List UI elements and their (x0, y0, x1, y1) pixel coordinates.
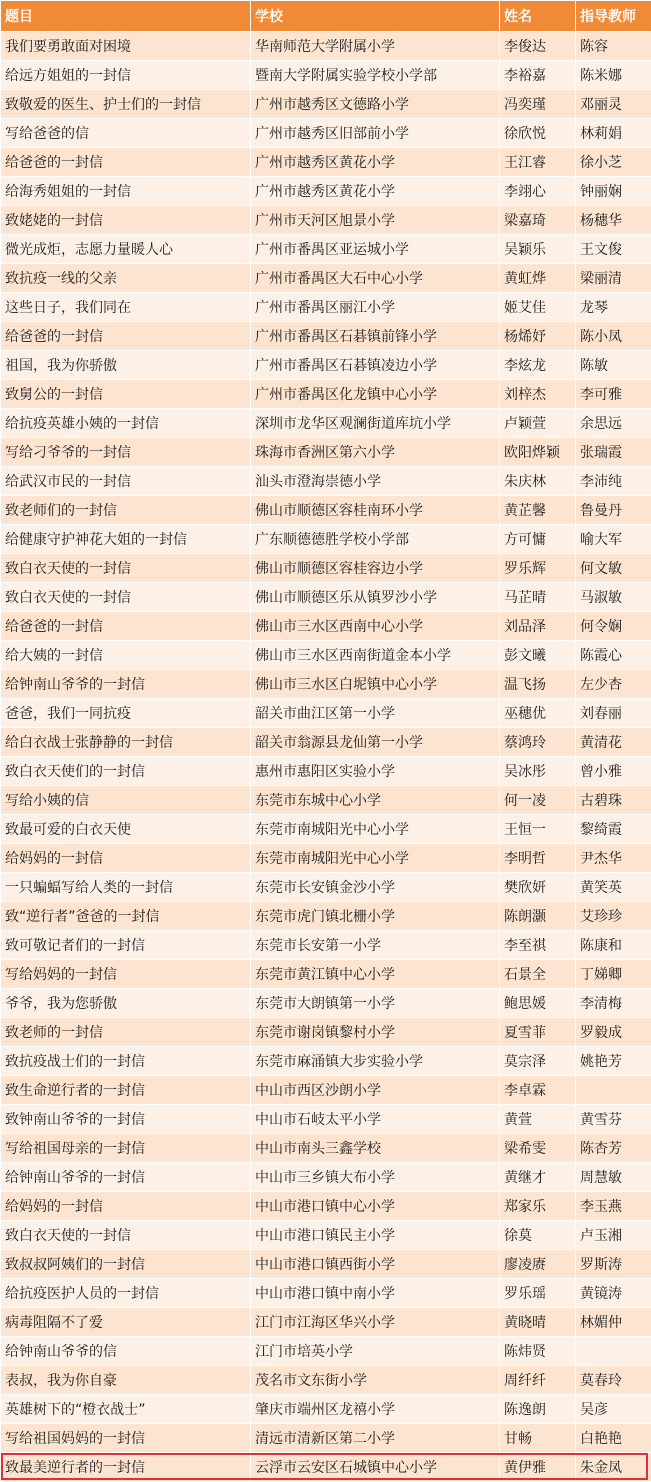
table-row (1, 815, 651, 844)
cell-title: 给妈妈的一封信 (1, 1192, 251, 1221)
cell-title: 一只蝙蝠写给人类的一封信 (1, 873, 251, 902)
cell-school: 广州市越秀区黄花小学 (251, 148, 500, 177)
cell-name: 刘品泽 (500, 612, 576, 641)
cell-school: 东莞市南城阳光中心小学 (251, 815, 500, 844)
cell-school: 肇庆市端州区龙禧小学 (251, 1395, 500, 1424)
cell-title: 致老师们的一封信 (1, 496, 251, 525)
table-row (1, 554, 651, 583)
table-row (1, 525, 651, 554)
cell-name: 梁希雯 (500, 1134, 576, 1163)
table-row (1, 1047, 651, 1076)
cell-name: 徐莫 (500, 1221, 576, 1250)
cell-name: 黄虹烨 (500, 264, 576, 293)
cell-title: 致可敬记者们的一封信 (1, 931, 251, 960)
cell-name: 吴颖乐 (500, 235, 576, 264)
cell-teacher: 余思远 (576, 409, 651, 438)
table-row (1, 1453, 651, 1482)
cell-school: 惠州市惠阳区实验小学 (251, 757, 500, 786)
cell-name: 马芷晴 (500, 583, 576, 612)
cell-school: 江门市江海区华兴小学 (251, 1308, 500, 1337)
cell-name: 李翊心 (500, 177, 576, 206)
cell-title: 给钟南山爷爷的一封信 (1, 670, 251, 699)
cell-teacher: 陈敏 (576, 351, 651, 380)
cell-teacher: 陈康和 (576, 931, 651, 960)
header-teacher: 指导教师 (576, 1, 651, 32)
cell-title: 给妈妈的一封信 (1, 844, 251, 873)
cell-name: 李俊达 (500, 32, 576, 61)
table-row (1, 641, 651, 670)
table-row (1, 1424, 651, 1453)
cell-teacher: 王文俊 (576, 235, 651, 264)
cell-title: 致白衣天使的一封信 (1, 583, 251, 612)
cell-school: 佛山市顺德区容桂南环小学 (251, 496, 500, 525)
cell-title: 给武汉市民的一封信 (1, 467, 251, 496)
table-row (1, 902, 651, 931)
cell-school: 深圳市龙华区观澜街道库坑小学 (251, 409, 500, 438)
cell-teacher: 杨穗华 (576, 206, 651, 235)
cell-name: 李至祺 (500, 931, 576, 960)
table-row (1, 409, 651, 438)
cell-title: 这些日子，我们同在 (1, 293, 251, 322)
cell-name: 黄芷馨 (500, 496, 576, 525)
cell-title: 给海秀姐姐的一封信 (1, 177, 251, 206)
table-row (1, 1308, 651, 1337)
cell-teacher: 林莉娟 (576, 119, 651, 148)
cell-name: 夏雪菲 (500, 1018, 576, 1047)
cell-school: 云浮市云安区石城镇中心小学 (251, 1453, 500, 1482)
cell-name: 梁嘉琦 (500, 206, 576, 235)
cell-title: 致生命逆行者的一封信 (1, 1076, 251, 1105)
cell-teacher: 古碧珠 (576, 786, 651, 815)
cell-school: 中山市港口镇中南小学 (251, 1279, 500, 1308)
table-row (1, 757, 651, 786)
table-row (1, 1366, 651, 1395)
cell-title: 写给妈妈的一封信 (1, 960, 251, 989)
cell-school: 广州市越秀区旧部前小学 (251, 119, 500, 148)
cell-title: 致最可爱的白衣天使 (1, 815, 251, 844)
cell-teacher: 徐小芝 (576, 148, 651, 177)
cell-name: 罗乐瑶 (500, 1279, 576, 1308)
cell-teacher: 陈小凤 (576, 322, 651, 351)
cell-school: 广州市番禺区大石中心小学 (251, 264, 500, 293)
cell-title: 给远方姐姐的一封信 (1, 61, 251, 90)
cell-school: 广州市越秀区黄花小学 (251, 177, 500, 206)
cell-school: 东莞市麻涌镇大步实验小学 (251, 1047, 500, 1076)
cell-teacher: 姚艳芳 (576, 1047, 651, 1076)
table-row (1, 1018, 651, 1047)
table-row (1, 1337, 651, 1366)
cell-title: 写给小姨的信 (1, 786, 251, 815)
cell-name: 周纤纤 (500, 1366, 576, 1395)
table-row (1, 235, 651, 264)
cell-title: 写给刁爷爷的一封信 (1, 438, 251, 467)
cell-teacher: 尹杰华 (576, 844, 651, 873)
cell-title: 给健康守护神花大姐的一封信 (1, 525, 251, 554)
cell-school: 广州市越秀区文德路小学 (251, 90, 500, 119)
table-row (1, 322, 651, 351)
cell-school: 佛山市顺德区容桂容边小学 (251, 554, 500, 583)
cell-teacher: 白艳艳 (576, 1424, 651, 1453)
cell-name: 陈逸朗 (500, 1395, 576, 1424)
table-row (1, 119, 651, 148)
table-row (1, 467, 651, 496)
cell-school: 广州市番禺区石碁镇前锋小学 (251, 322, 500, 351)
cell-school: 中山市南头三鑫学校 (251, 1134, 500, 1163)
header-title: 题目 (1, 1, 251, 32)
cell-title: 致白衣天使的一封信 (1, 1221, 251, 1250)
cell-title: 写给祖国母亲的一封信 (1, 1134, 251, 1163)
table-row (1, 148, 651, 177)
table-row (1, 1134, 651, 1163)
table-row (1, 699, 651, 728)
cell-teacher: 朱金凤 (576, 1453, 651, 1482)
table-row (1, 1163, 651, 1192)
cell-name: 姬艾佳 (500, 293, 576, 322)
cell-name: 冯奕瑾 (500, 90, 576, 119)
cell-school: 华南师范大学附属小学 (251, 32, 500, 61)
table-row (1, 989, 651, 1018)
cell-title: 给爸爸的一封信 (1, 148, 251, 177)
cell-teacher: 李可雅 (576, 380, 651, 409)
table-row (1, 728, 651, 757)
cell-school: 中山市西区沙朗小学 (251, 1076, 500, 1105)
cell-teacher: 吴彦 (576, 1395, 651, 1424)
cell-name: 欧阳烨颖 (500, 438, 576, 467)
cell-title: 给爸爸的一封信 (1, 322, 251, 351)
cell-school: 佛山市三水区西南街道金本小学 (251, 641, 500, 670)
cell-title: 给白衣战士张静静的一封信 (1, 728, 251, 757)
cell-school: 东莞市谢岗镇黎村小学 (251, 1018, 500, 1047)
cell-title: 微光成炬，志愿力量暖人心 (1, 235, 251, 264)
table-row (1, 438, 651, 467)
cell-title: 给爸爸的一封信 (1, 612, 251, 641)
table-row (1, 264, 651, 293)
cell-teacher: 黄镜涛 (576, 1279, 651, 1308)
cell-teacher: 陈米娜 (576, 61, 651, 90)
cell-teacher: 曾小雅 (576, 757, 651, 786)
cell-name: 李炫龙 (500, 351, 576, 380)
cell-name: 方可慵 (500, 525, 576, 554)
cell-teacher: 莫春玲 (576, 1366, 651, 1395)
table-row (1, 293, 651, 322)
table-row (1, 931, 651, 960)
cell-teacher: 马淑敏 (576, 583, 651, 612)
cell-school: 东莞市大朗镇第一小学 (251, 989, 500, 1018)
cell-name: 李卓霖 (500, 1076, 576, 1105)
cell-name: 何一凌 (500, 786, 576, 815)
cell-title: 致钟南山爷爷的一封信 (1, 1105, 251, 1134)
table-row (1, 1076, 651, 1105)
cell-teacher: 黎绮霞 (576, 815, 651, 844)
cell-teacher: 梁丽清 (576, 264, 651, 293)
cell-name: 黄伊雅 (500, 1453, 576, 1482)
cell-school: 韶关市曲江区第一小学 (251, 699, 500, 728)
cell-school: 中山市石岐太平小学 (251, 1105, 500, 1134)
cell-school: 广州市番禺区亚运城小学 (251, 235, 500, 264)
cell-title: 祖国，我为你骄傲 (1, 351, 251, 380)
cell-teacher: 艾珍珍 (576, 902, 651, 931)
table-row (1, 380, 651, 409)
cell-school: 暨南大学附属实验学校小学部 (251, 61, 500, 90)
cell-teacher: 李清梅 (576, 989, 651, 1018)
cell-name: 鲍思媛 (500, 989, 576, 1018)
cell-school: 汕头市澄海崇德小学 (251, 467, 500, 496)
cell-teacher (576, 1337, 651, 1366)
table-row (1, 670, 651, 699)
cell-school: 东莞市长安第一小学 (251, 931, 500, 960)
cell-name: 徐欣悦 (500, 119, 576, 148)
cell-title: 给抗疫医护人员的一封信 (1, 1279, 251, 1308)
cell-name: 罗乐辉 (500, 554, 576, 583)
table-row (1, 32, 651, 61)
cell-school: 佛山市三水区白坭镇中心小学 (251, 670, 500, 699)
cell-teacher (576, 1076, 651, 1105)
cell-name: 朱庆林 (500, 467, 576, 496)
cell-teacher: 陈杏芳 (576, 1134, 651, 1163)
cell-teacher: 刘春丽 (576, 699, 651, 728)
cell-teacher: 丁娣卿 (576, 960, 651, 989)
cell-teacher: 龙琴 (576, 293, 651, 322)
cell-name: 温飞扬 (500, 670, 576, 699)
cell-title: 致最美逆行者的一封信 (1, 1453, 251, 1482)
table-row (1, 612, 651, 641)
cell-school: 清远市清新区第二小学 (251, 1424, 500, 1453)
table-row (1, 351, 651, 380)
cell-school: 广州市番禺区化龙镇中心小学 (251, 380, 500, 409)
cell-name: 郑家乐 (500, 1192, 576, 1221)
cell-title: 致老师的一封信 (1, 1018, 251, 1047)
cell-name: 刘梓杰 (500, 380, 576, 409)
cell-school: 广州市天河区旭景小学 (251, 206, 500, 235)
cell-title: 给大姨的一封信 (1, 641, 251, 670)
table-row (1, 960, 651, 989)
cell-title: 致舅公的一封信 (1, 380, 251, 409)
cell-name: 李裕嘉 (500, 61, 576, 90)
cell-teacher: 何文敏 (576, 554, 651, 583)
cell-title: 英雄树下的“橙衣战士” (1, 1395, 251, 1424)
cell-name: 莫宗泽 (500, 1047, 576, 1076)
cell-title: 病毒阻隔不了爱 (1, 1308, 251, 1337)
cell-name: 廖凌赓 (500, 1250, 576, 1279)
cell-teacher: 罗斯涛 (576, 1250, 651, 1279)
table-row (1, 177, 651, 206)
cell-title: 写给爸爸的信 (1, 119, 251, 148)
cell-title: 致抗疫一线的父亲 (1, 264, 251, 293)
cell-school: 中山市港口镇民主小学 (251, 1221, 500, 1250)
cell-school: 中山市三乡镇大布小学 (251, 1163, 500, 1192)
cell-name: 彭文曦 (500, 641, 576, 670)
cell-title: 致敬爱的医生、护士们的一封信 (1, 90, 251, 119)
cell-title: 写给祖国妈妈的一封信 (1, 1424, 251, 1453)
cell-teacher: 黄笑英 (576, 873, 651, 902)
table-row (1, 90, 651, 119)
cell-name: 杨烯妤 (500, 322, 576, 351)
table-row (1, 1105, 651, 1134)
cell-teacher: 周慧敏 (576, 1163, 651, 1192)
cell-title: 给抗疫英雄小姨的一封信 (1, 409, 251, 438)
table-row (1, 1250, 651, 1279)
cell-title: 致抗疫战士们的一封信 (1, 1047, 251, 1076)
cell-name: 黄晓晴 (500, 1308, 576, 1337)
table-row (1, 61, 651, 90)
table-row (1, 786, 651, 815)
cell-title: 致姥姥的一封信 (1, 206, 251, 235)
cell-school: 广州市番禺区石碁镇凌边小学 (251, 351, 500, 380)
cell-teacher: 邓丽灵 (576, 90, 651, 119)
cell-teacher: 李沛纯 (576, 467, 651, 496)
table-row (1, 1192, 651, 1221)
cell-school: 东莞市黄江镇中心小学 (251, 960, 500, 989)
cell-teacher: 黄清花 (576, 728, 651, 757)
table-row (1, 1395, 651, 1424)
cell-name: 卢颖萱 (500, 409, 576, 438)
header-name: 姓名 (500, 1, 576, 32)
cell-title: 致“逆行者”爸爸的一封信 (1, 902, 251, 931)
cell-name: 蔡鸿玲 (500, 728, 576, 757)
cell-school: 中山市港口镇中心小学 (251, 1192, 500, 1221)
cell-teacher: 李玉燕 (576, 1192, 651, 1221)
cell-name: 黄继才 (500, 1163, 576, 1192)
table-row (1, 1221, 651, 1250)
cell-name: 樊欣妍 (500, 873, 576, 902)
cell-school: 江门市培英小学 (251, 1337, 500, 1366)
table-row (1, 496, 651, 525)
cell-teacher: 陈容 (576, 32, 651, 61)
cell-school: 佛山市顺德区乐从镇罗沙小学 (251, 583, 500, 612)
table-header-row (1, 1, 651, 32)
cell-school: 中山市港口镇西街小学 (251, 1250, 500, 1279)
cell-name: 陈朗灏 (500, 902, 576, 931)
cell-school: 东莞市东城中心小学 (251, 786, 500, 815)
cell-name: 王恒一 (500, 815, 576, 844)
cell-title: 给钟南山爷爷的一封信 (1, 1163, 251, 1192)
cell-teacher: 张瑞霞 (576, 438, 651, 467)
cell-school: 佛山市三水区西南中心小学 (251, 612, 500, 641)
cell-teacher: 黄雪芬 (576, 1105, 651, 1134)
table-row (1, 844, 651, 873)
table-row (1, 583, 651, 612)
cell-title: 致叔叔阿姨们的一封信 (1, 1250, 251, 1279)
table-body (1, 32, 651, 1482)
table-row (1, 206, 651, 235)
cell-teacher: 钟丽娴 (576, 177, 651, 206)
cell-name: 李明哲 (500, 844, 576, 873)
cell-title: 爷爷，我为您骄傲 (1, 989, 251, 1018)
cell-name: 巫穗优 (500, 699, 576, 728)
cell-teacher: 卢玉湘 (576, 1221, 651, 1250)
cell-teacher: 鲁曼丹 (576, 496, 651, 525)
cell-name: 石景全 (500, 960, 576, 989)
cell-name: 甘畅 (500, 1424, 576, 1453)
cell-name: 王江睿 (500, 148, 576, 177)
cell-name: 吴冰彤 (500, 757, 576, 786)
cell-name: 黄萱 (500, 1105, 576, 1134)
cell-teacher: 喻大军 (576, 525, 651, 554)
table-row (1, 873, 651, 902)
cell-school: 广州市番禺区丽江小学 (251, 293, 500, 322)
cell-title: 给钟南山爷爷的信 (1, 1337, 251, 1366)
cell-school: 韶关市翁源县龙仙第一小学 (251, 728, 500, 757)
table-row (1, 1279, 651, 1308)
cell-school: 东莞市南城阳光中心小学 (251, 844, 500, 873)
cell-title: 爸爸，我们一同抗疫 (1, 699, 251, 728)
cell-teacher: 林媚仲 (576, 1308, 651, 1337)
cell-school: 东莞市长安镇金沙小学 (251, 873, 500, 902)
cell-school: 广东顺德德胜学校小学部 (251, 525, 500, 554)
cell-teacher: 左少杏 (576, 670, 651, 699)
cell-teacher: 罗毅成 (576, 1018, 651, 1047)
cell-title: 致白衣天使们的一封信 (1, 757, 251, 786)
cell-teacher: 何令娴 (576, 612, 651, 641)
cell-school: 茂名市文东街小学 (251, 1366, 500, 1395)
cell-school: 东莞市虎门镇北栅小学 (251, 902, 500, 931)
cell-title: 表叔，我为你自豪 (1, 1366, 251, 1395)
header-school: 学校 (251, 1, 500, 32)
cell-title: 我们要勇敢面对困境 (1, 32, 251, 61)
cell-title: 致白衣天使的一封信 (1, 554, 251, 583)
cell-teacher: 陈霞心 (576, 641, 651, 670)
cell-name: 陈炜贤 (500, 1337, 576, 1366)
cell-school: 珠海市香洲区第六小学 (251, 438, 500, 467)
